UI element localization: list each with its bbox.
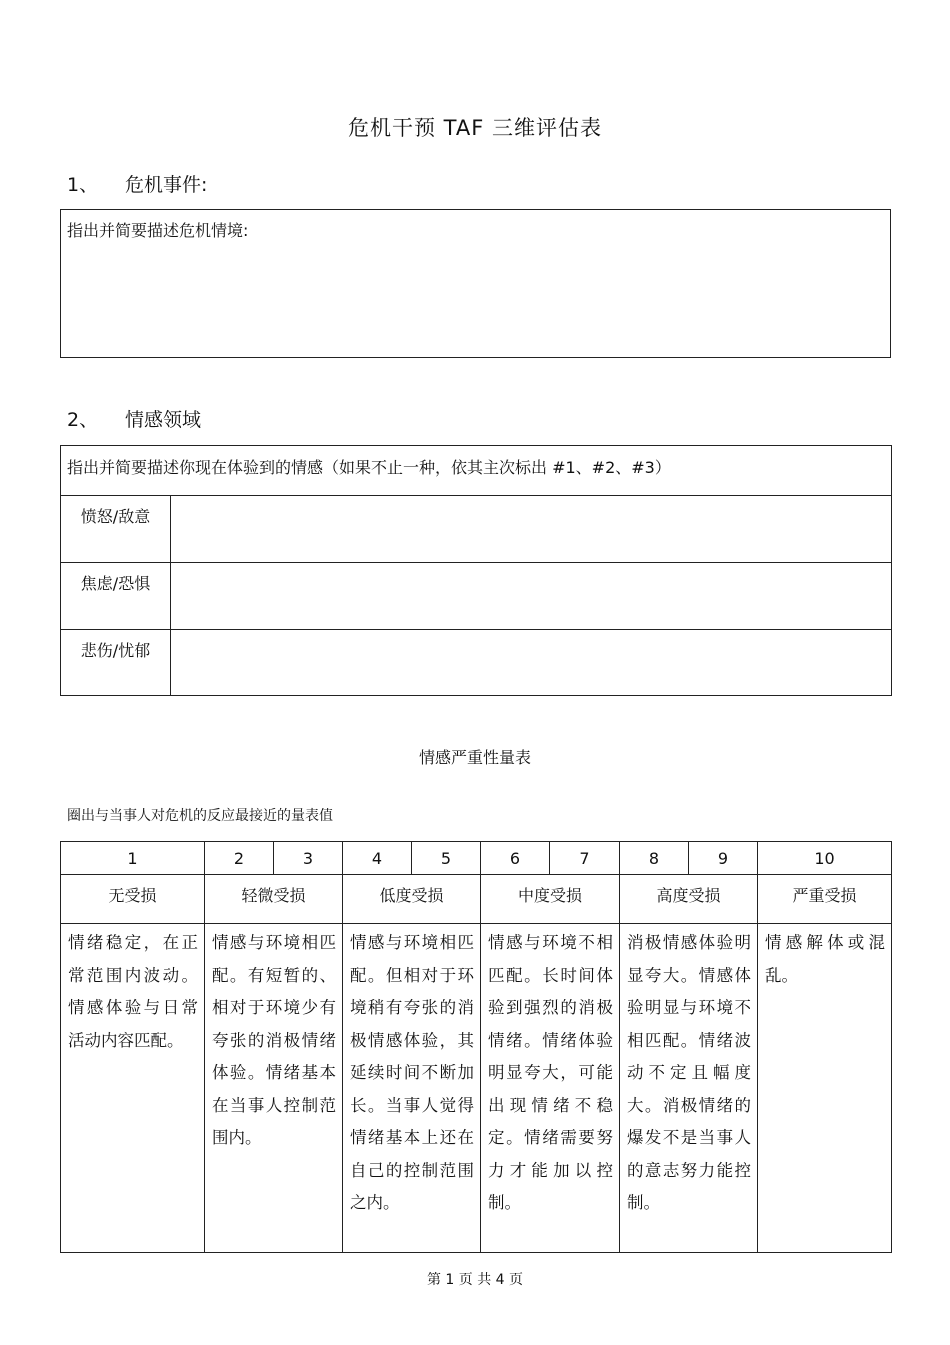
- scale-level: 中度受损: [481, 875, 620, 924]
- scale-number[interactable]: 1: [61, 842, 205, 875]
- section2-number: 2、: [67, 409, 99, 431]
- affect-row-input[interactable]: [171, 496, 892, 563]
- scale-level: 低度受损: [343, 875, 481, 924]
- section2-title: 情感领域: [125, 409, 202, 431]
- section1-title: 危机事件:: [125, 174, 208, 196]
- affect-row-label: 悲伤/忧郁: [61, 630, 171, 696]
- scale-description: 情感解体或混乱。: [758, 924, 892, 1253]
- scale-number[interactable]: 4: [343, 842, 412, 875]
- scale-number[interactable]: 10: [758, 842, 892, 875]
- scale-description: 情绪稳定，在正常范围内波动。情感体验与日常活动内容匹配。: [61, 924, 205, 1253]
- section1-heading: [67, 170, 207, 197]
- scale-description: 情感与环境相匹配。有短暂的、相对于环境少有夸张的消极情绪体验。情绪基本在当事人控制范围内。: [205, 924, 343, 1253]
- scale-description: 情感与环境不相匹配。长时间体验到强烈的消极情绪。情绪体验明显夸大，可能出现情绪不稳定。情绪需要努力才能加以控制。: [481, 924, 620, 1253]
- crisis-event-prompt: 指出并简要描述危机情境:: [67, 221, 249, 240]
- severity-scale-table: [60, 841, 892, 1253]
- scale-level: 轻微受损: [205, 875, 343, 924]
- affect-row-input[interactable]: [171, 563, 892, 630]
- affect-domain-prompt: 指出并简要描述你现在体验到的情感（如果不止一种，依其主次标出 #1、#2、#3）: [61, 446, 892, 496]
- scale-number[interactable]: 3: [274, 842, 343, 875]
- page-footer: 第 1 页 共 4 页: [426, 1272, 524, 1288]
- section1-number: 1、: [67, 174, 99, 196]
- affect-row-input[interactable]: [171, 630, 892, 696]
- scale-level: 无受损: [61, 875, 205, 924]
- section2-heading: [67, 405, 201, 432]
- scale-level: 严重受损: [758, 875, 892, 924]
- scale-number[interactable]: 2: [205, 842, 274, 875]
- scale-number[interactable]: 5: [412, 842, 481, 875]
- affect-row-label: 焦虑/恐惧: [61, 563, 171, 630]
- page-title: 危机干预 TAF 三维评估表: [348, 116, 602, 140]
- scale-number[interactable]: 6: [481, 842, 550, 875]
- affect-domain-table: [60, 445, 892, 696]
- scale-title: 情感严重性量表: [418, 748, 531, 767]
- affect-row-label: 愤怒/敌意: [61, 496, 171, 563]
- scale-description: 情感与环境相匹配。但相对于环境稍有夸张的消极情感体验，其延续时间不断加长。当事人觉得情绪基本上还在自己的控制范围之内。: [343, 924, 481, 1253]
- scale-number[interactable]: 9: [689, 842, 758, 875]
- scale-description: 消极情感体验明显夸大。情感体验明显与环境不相匹配。情绪波动不定且幅度大。消极情绪的爆发不是当事人的意志努力能控制。: [620, 924, 758, 1253]
- crisis-event-box[interactable]: [60, 209, 891, 358]
- scale-level: 高度受损: [620, 875, 758, 924]
- scale-number[interactable]: 7: [550, 842, 620, 875]
- scale-instruction: 圈出与当事人对危机的反应最接近的量表值: [67, 808, 333, 824]
- scale-number[interactable]: 8: [620, 842, 689, 875]
